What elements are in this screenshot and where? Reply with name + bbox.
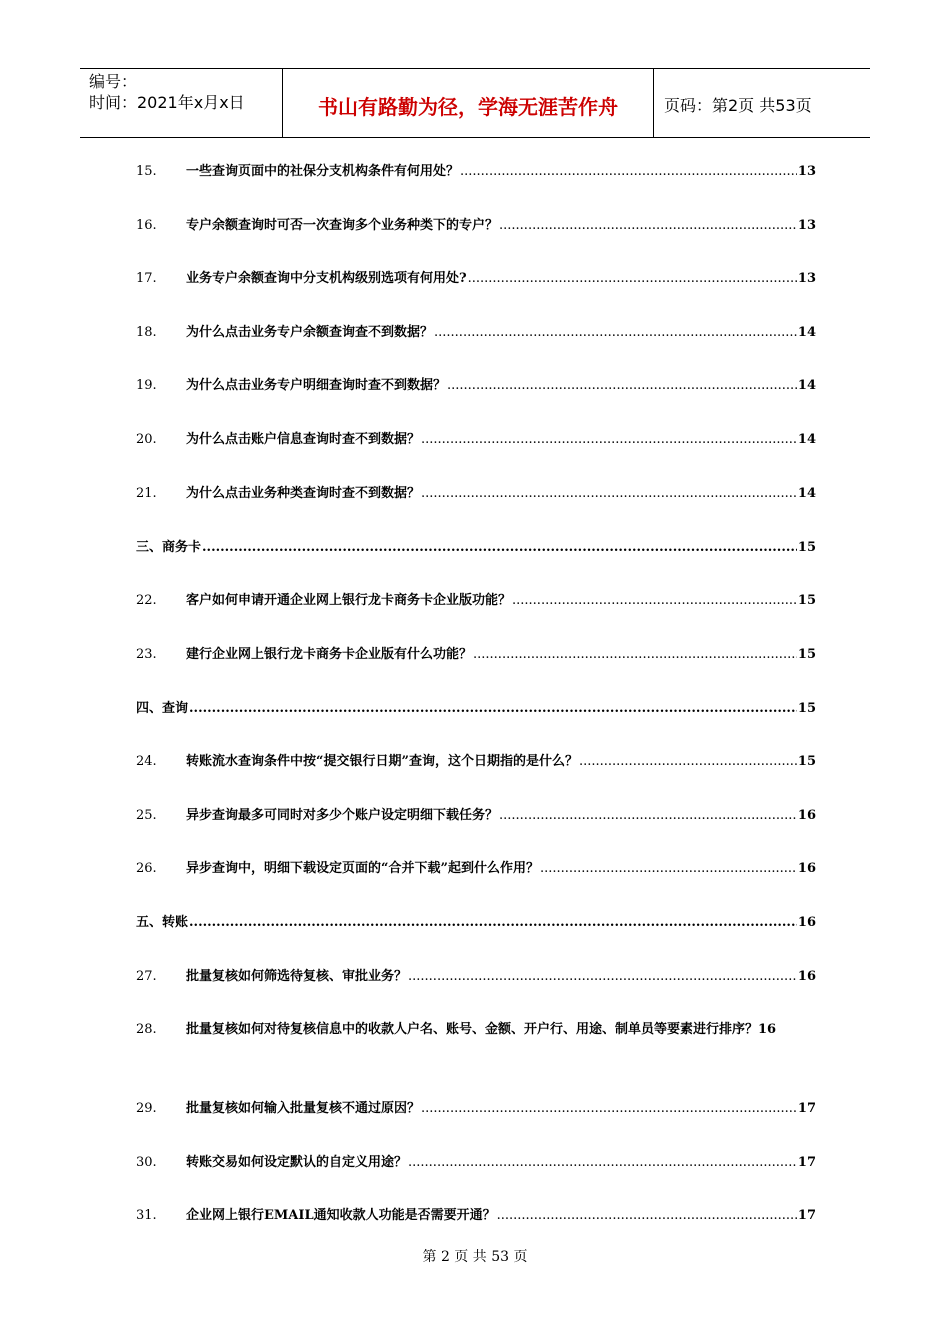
toc-title: 异步查询中，明细下载设定页面的“合并下载”起到什么作用？ <box>186 861 539 876</box>
toc-page: 13 <box>797 164 816 179</box>
toc-page: 13 <box>797 271 816 286</box>
toc-page: 16 <box>797 915 816 930</box>
toc-leader <box>460 163 797 181</box>
toc-number: 23. <box>136 647 157 662</box>
toc-number: 20. <box>136 432 157 447</box>
toc-leader <box>408 1154 797 1172</box>
toc-page: 17 <box>797 1155 816 1170</box>
toc-title: 客户如何申请开通企业网上银行龙卡商务卡企业版功能？ <box>186 593 512 608</box>
toc-page: 13 <box>797 218 816 233</box>
toc-number: 22. <box>136 593 157 608</box>
header-time: 时间：2021年x月x日 <box>89 93 245 112</box>
toc-number: 24. <box>136 754 157 769</box>
toc-leader <box>499 217 797 235</box>
toc-page: 14 <box>797 432 816 447</box>
toc-page: 16 <box>797 861 816 876</box>
toc-section-title: 五、转账 <box>136 915 189 930</box>
toc-leader <box>189 700 797 718</box>
toc-leader <box>421 431 797 449</box>
toc-leader <box>497 1207 797 1225</box>
toc-leader <box>473 646 797 664</box>
toc-title: 转账交易如何设定默认的自定义用途？ <box>186 1155 408 1170</box>
toc-number: 18. <box>136 325 157 340</box>
toc-leader <box>512 592 797 610</box>
toc-page: 15 <box>797 701 816 716</box>
header-meta <box>80 69 282 137</box>
toc-number: 29. <box>136 1101 157 1116</box>
toc-title: 批量复核如何对待复核信息中的收款人户名、账号、金额、开户行、用途、制单员等要素进行排序？ <box>186 1022 759 1037</box>
toc-page: 15 <box>797 593 816 608</box>
toc-leader <box>202 539 797 557</box>
toc-title: 一些查询页面中的社保分支机构条件有何用处？ <box>186 164 460 179</box>
toc-leader <box>447 377 797 395</box>
toc-section-title: 四、查询 <box>136 701 189 716</box>
toc-leader <box>421 1100 797 1118</box>
toc-number: 15. <box>136 164 157 179</box>
toc-title: 专户余额查询时可否一次查询多个业务种类下的专户？ <box>186 218 499 233</box>
header-motto: 书山有路勤为径，学海无涯苦作舟 <box>282 69 654 137</box>
page-footer: 第 2 页 共 53 页 <box>422 1249 528 1265</box>
toc-page: 16 <box>797 969 816 984</box>
toc-leader <box>540 860 797 878</box>
header-page-label: 页码：第2页 共53页 <box>664 96 812 115</box>
toc-page: 15 <box>797 647 816 662</box>
header-number: 编号： <box>89 72 138 91</box>
page-header <box>80 68 870 138</box>
toc-leader <box>189 914 797 932</box>
toc-number: 19. <box>136 378 157 393</box>
toc-number: 21. <box>136 486 157 501</box>
toc-page: 16 <box>758 1022 777 1037</box>
toc-title: 批量复核如何筛选待复核、审批业务？ <box>186 969 408 984</box>
toc-title: 为什么点击业务种类查询时查不到数据？ <box>186 486 421 501</box>
toc-leader <box>421 485 797 503</box>
toc-section-title: 三、商务卡 <box>136 540 202 555</box>
toc-title: 为什么点击业务专户明细查询时查不到数据？ <box>186 378 447 393</box>
toc-number: 17. <box>136 271 157 286</box>
toc-number: 16. <box>136 218 157 233</box>
toc-page: 16 <box>797 808 816 823</box>
toc-number: 27. <box>136 969 157 984</box>
toc-title: 转账流水查询条件中按“提交银行日期”查询，这个日期指的是什么？ <box>186 754 578 769</box>
toc-title: 异步查询最多可同时对多少个账户设定明细下载任务？ <box>186 808 499 823</box>
toc-title: 为什么点击账户信息查询时查不到数据？ <box>186 432 421 447</box>
toc-leader <box>468 270 797 288</box>
toc-page: 17 <box>797 1208 816 1223</box>
toc-page: 14 <box>797 486 816 501</box>
toc-title: 为什么点击业务专户余额查询查不到数据？ <box>186 325 434 340</box>
toc-page: 17 <box>797 1101 816 1116</box>
toc-page: 14 <box>797 378 816 393</box>
toc-leader <box>499 807 797 825</box>
toc-page: 15 <box>797 540 816 555</box>
toc-number: 28. <box>136 1022 157 1037</box>
toc-leader <box>434 324 797 342</box>
toc-leader <box>408 968 797 986</box>
toc-number: 25. <box>136 808 157 823</box>
toc-title: 建行企业网上银行龙卡商务卡企业版有什么功能？ <box>186 647 473 662</box>
toc-title: 企业网上银行EMAIL通知收款人功能是否需要开通？ <box>186 1208 496 1223</box>
toc-number: 30. <box>136 1155 157 1170</box>
toc-title: 批量复核如何输入批量复核不通过原因？ <box>186 1101 421 1116</box>
toc-leader <box>579 753 797 771</box>
toc-number: 31. <box>136 1208 157 1223</box>
toc-page: 14 <box>797 325 816 340</box>
toc-page: 15 <box>797 754 816 769</box>
toc-number: 26. <box>136 861 157 876</box>
toc-title: 业务专户余额查询中分支机构级别选项有何用处? <box>186 271 467 286</box>
